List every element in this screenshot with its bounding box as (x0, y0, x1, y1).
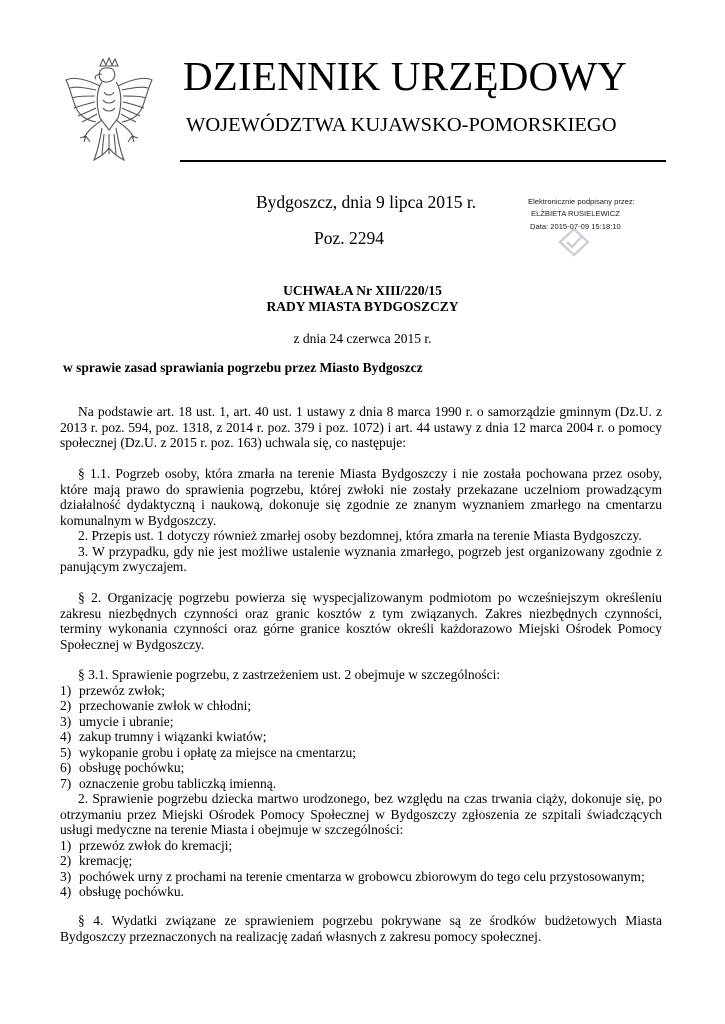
list-item: 4) obsługę pochówku. (60, 884, 184, 899)
resolution-number: UCHWAŁA Nr XIII/220/15 (283, 283, 442, 298)
signature-date: Data: 2015-07-09 15:18:10 (530, 222, 621, 231)
header-rule (180, 160, 666, 162)
electronic-signature-block (528, 196, 658, 266)
position-number: Poz. 2294 (314, 228, 384, 248)
resolution-subject: w sprawie zasad sprawiania pogrzebu przez Miasto Bydgoszcz (63, 360, 423, 375)
polish-eagle-emblem-icon (62, 56, 156, 168)
section-1-paragraph-3: 3. W przypadku, gdy nie jest możliwe ustalenie wyznania zmarłego, pogrzeb jest organizowany zgodnie z panującym zwyczajem. (60, 543, 662, 574)
list-item: 3) pochówek urny z prochami na terenie cmentarza w grobowcu zbiorowym do tego celu przystosowanym; (60, 868, 645, 884)
list-item: 6) obsługę pochówku; (60, 760, 185, 775)
section-1 (60, 466, 662, 575)
preamble-paragraph: Na podstawie art. 18 ust. 1, art. 40 ust. 1 ustawy z dnia 8 marca 1990 r. o samorządzie gminnym (Dz.U. z 2013 r. poz. 594, poz. 1318, z 2014 r. poz. 379 i poz. 1072) i art. 44 ustawy z dnia 12 marca 2004 r. o pomocy społecznej (Dz.U. z 2015 r. poz. 163) uchwala się, co następuje: (60, 404, 662, 450)
signature-label: Elektronicznie podpisany przez: (528, 197, 635, 206)
section-2-paragraph: § 2. Organizację pogrzebu powierza się wyspecjalizowanym podmiotom po wcześniejszym określeniu zakresu niezbędnych czynności oraz granic kosztów z tym związanych. Zakres niezbędnych czynności, terminy wykonania czynności oraz górne granice kosztów określi każdorazowo Miejski Ośrodek Pomocy Społecznej w Bydgoszczy. (60, 590, 662, 652)
section-2 (60, 590, 662, 652)
preamble-block (60, 404, 662, 451)
resolution-date: z dnia 24 czerwca 2015 r. (293, 331, 432, 346)
list-item: 4) zakup trumny i wiązanki kwiatów; (60, 729, 267, 744)
journal-title: DZIENNIK URZĘDOWY (183, 53, 628, 99)
signature-name: ELŻBIETA RUSIELEWICZ (531, 209, 620, 218)
list-item: 1) przewóz zwłok do kremacji; (60, 837, 233, 853)
resolution-body: RADY MIASTA BYDGOSZCZY (266, 299, 459, 314)
list-item: 2) przechowanie zwłok w chłodni; (60, 698, 252, 713)
section-3-intro: § 3.1. Sprawienie pogrzebu, z zastrzeżeniem ust. 2 obejmuje w szczególności: (78, 667, 501, 682)
list-item: 5) wykopanie grobu i opłatę za miejsce na cmentarzu; (60, 744, 357, 760)
list-item: 2) kremację; (60, 853, 133, 868)
section-4 (60, 913, 662, 944)
section-1-paragraph-1: § 1.1. Pogrzeb osoby, która zmarła na terenie Miasta Bydgoszczy i nie została pochowana przez osoby, które mają prawo do sprawienia pogrzebu, której zwłoki nie zostały przekazane uczelniom prowadzącym działalność dydaktyczną i naukową, dokonuje się zgodnie ze znanym wyznaniem zmarłego na cmentarzu komunalnym w Bydgoszczy. (60, 466, 662, 528)
section-3-list-1 (60, 683, 662, 792)
journal-subtitle: WOJEWÓDZTWA KUJAWSKO-POMORSKIEGO (186, 114, 617, 136)
section-1-paragraph-2: 2. Przepis ust. 1 dotyczy również zmarłej osoby bezdomnej, która zmarła na terenie Miasta Bydgoszczy. (78, 528, 642, 543)
section-3-list-2 (60, 838, 662, 900)
section-4-paragraph: § 4. Wydatki związane ze sprawieniem pogrzebu pokrywane są ze środków budżetowych Miasta Bydgoszczy przeznaczonych na realizację zadań własnych z zakresu pomocy społecznej. (60, 913, 662, 944)
list-item: 7) oznaczenie grobu tabliczką imienną. (60, 775, 277, 791)
publication-place-date: Bydgoszcz, dnia 9 lipca 2015 r. (256, 192, 477, 212)
section-3 (60, 667, 662, 900)
list-item: 1) przewóz zwłok; (60, 682, 165, 698)
list-item: 3) umycie i ubranie; (60, 713, 174, 729)
section-3-paragraph-2: 2. Sprawienie pogrzebu dziecka martwo urodzonego, bez względu na czas trwania ciąży, dokonuje się, po otrzymaniu przez Miejski Ośrodek Pomocy Społecznej w Bydgoszczy zgłoszenia ze szpitali świadczących usługi medyczne na terenie Miasta i obejmuje w szczególności: (60, 791, 662, 837)
